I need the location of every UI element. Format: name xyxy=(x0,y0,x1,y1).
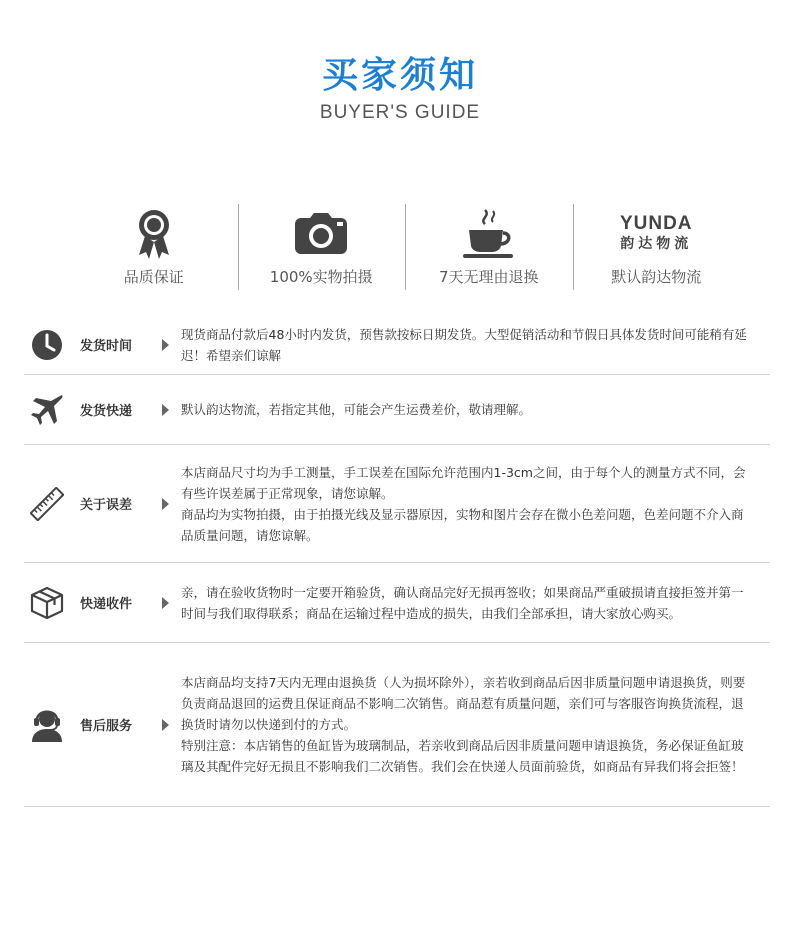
medal-icon xyxy=(134,208,174,260)
notice-text xyxy=(181,399,755,420)
feature-label: 品质保证 xyxy=(123,268,184,286)
notice-label: 快递收件 xyxy=(80,597,133,612)
airplane-icon xyxy=(24,393,70,427)
page-header xyxy=(0,52,800,124)
notice-text xyxy=(181,324,755,366)
coffee-cup-icon xyxy=(461,208,517,260)
notice-paragraph: 默认韵达物流，若指定其他，可能会产生运费差价，敬请理解。 xyxy=(181,402,532,417)
feature-label: 100%实物拍摄 xyxy=(269,268,373,286)
notice-paragraph: 特别注意：本店销售的鱼缸皆为玻璃制品，若亲收到商品后因非质量问题申请退换货，务必保证鱼缸玻璃及其配件完好无损且不影响我们二次销售。我们会在快递人员面前验货，如商品有异我们将会拒签！ xyxy=(181,738,744,774)
page-title: 买家须知 xyxy=(321,55,478,96)
feature-strip xyxy=(70,200,740,295)
feature-return xyxy=(405,200,573,295)
feature-real-photo xyxy=(238,200,406,295)
notice-paragraph: 本店商品均支持7天内无理由退换货（人为损坏除外），亲若收到商品后因非质量问题申请退换货，则要负责商品退回的运费且保证商品不影响二次销售。商品惹有质量问题，亲们可与客服咨询换货流程，退换货时请勿以快递到付的方式。 xyxy=(181,675,746,732)
camera-icon xyxy=(294,208,348,260)
notice-list xyxy=(24,315,770,807)
arrow-right-icon xyxy=(162,404,169,416)
notice-paragraph: 本店商品尺寸均为手工测量，手工误差在国际允许范围内1-3cm之间，由于每个人的测量方式不同，会有些许误差属于正常现象，请您谅解。 xyxy=(181,464,746,501)
notice-paragraph: 现货商品付款后48小时内发货，预售款按标日期发货。大型促销活动和节假日具体发货时间可能稍有延迟！希望亲们谅解 xyxy=(181,326,747,363)
yunda-logo-text: YUNDA xyxy=(619,213,693,234)
feature-label: 默认韵达物流 xyxy=(611,268,702,286)
notice-row-shipping-time xyxy=(24,315,770,375)
feature-label: 7天无理由退换 xyxy=(438,268,539,286)
arrow-right-icon xyxy=(162,339,169,351)
arrow-right-icon xyxy=(162,719,169,731)
notice-paragraph: 商品均为实物拍摄，由于拍摄光线及显示器原因，实物和图片会存在微小色差问题，色差问题不介入商品质量问题，请您谅解。 xyxy=(181,506,744,543)
ruler-icon xyxy=(24,487,70,521)
notice-row-receiving xyxy=(24,563,770,643)
yunda-logo xyxy=(620,208,693,260)
arrow-right-icon xyxy=(162,597,169,609)
feature-quality xyxy=(70,200,238,295)
notice-row-error xyxy=(24,445,770,563)
clock-icon xyxy=(24,329,70,361)
notice-label: 发货时间 xyxy=(80,339,133,354)
notice-row-after-sales xyxy=(24,643,770,807)
notice-label: 售后服务 xyxy=(80,719,133,734)
yunda-logo-subtext: 韵达物流 xyxy=(620,236,693,252)
notice-label: 关于误差 xyxy=(80,498,133,513)
page-subtitle: BUYER'S GUIDE xyxy=(319,102,481,123)
notice-text xyxy=(181,462,755,546)
package-icon xyxy=(24,586,70,620)
customer-service-icon xyxy=(24,707,70,743)
notice-text xyxy=(181,672,755,777)
feature-logistics xyxy=(573,200,741,295)
notice-row-courier xyxy=(24,375,770,445)
notice-paragraph: 亲，请在验收货物时一定要开箱验货，确认商品完好无损再签收；如果商品严重破损请直接拒签并第一时间与我们取得联系；商品在运输过程中造成的损失，由我们全部承担，请大家放心购买。 xyxy=(181,584,744,621)
notice-text xyxy=(181,582,755,624)
arrow-right-icon xyxy=(162,498,169,510)
notice-label: 发货快递 xyxy=(80,404,133,419)
